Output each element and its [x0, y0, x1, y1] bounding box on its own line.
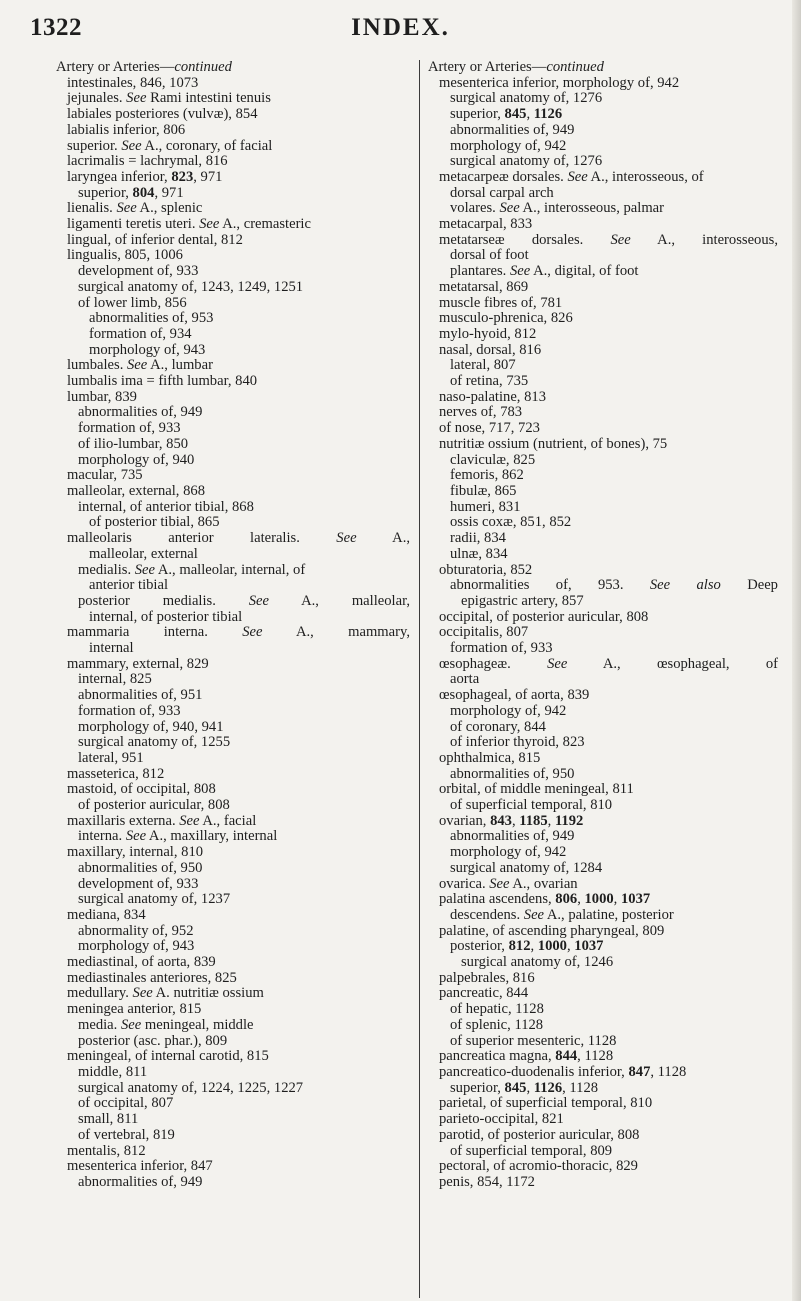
index-entry: meningeal, of internal carotid, 815: [67, 1048, 269, 1065]
index-entry: lateral, 951: [78, 749, 144, 766]
index-entry: internal, of anterior tibial, 868: [78, 498, 254, 515]
index-entry: morphology of, 940: [78, 451, 195, 468]
index-entry: Artery or Arteries—continued: [428, 59, 604, 75]
index-entry: malleolar, external: [89, 545, 198, 562]
index-entry: surgical anatomy of, 1255: [78, 734, 231, 751]
index-entry: pancreatica magna, 844, 1128: [439, 1048, 614, 1065]
index-entry: occipitalis, 807: [439, 624, 529, 641]
index-entry: surgical anatomy of, 1276: [450, 90, 603, 107]
index-entry: naso-palatine, 813: [439, 388, 546, 405]
index-entry: maxillary, internal, 810: [67, 844, 204, 861]
index-entry: mammary, external, 829: [67, 655, 209, 672]
index-entry: aorta: [450, 671, 480, 688]
index-entry: morphology of, 943: [89, 341, 206, 358]
index-entry: mastoid, of occipital, 808: [67, 781, 216, 798]
index-entry: posterior, 812, 1000, 1037: [450, 938, 604, 955]
column-divider: [419, 60, 420, 1298]
index-entry: ovarian, 843, 1185, 1192: [439, 812, 584, 829]
index-entry: metatarsal, 869: [439, 278, 529, 295]
index-entry: pancreatic, 844: [439, 985, 529, 1002]
index-entry: abnormalities of, 949: [78, 1173, 203, 1190]
index-entry: labiales posteriores (vulvæ), 854: [67, 106, 258, 123]
index-entry: of ilio-lumbar, 850: [78, 435, 189, 452]
index-entry: small, 811: [78, 1111, 139, 1128]
index-entry: mammaria interna. See A., mammary,: [67, 624, 410, 641]
index-entry: medialis. See A., malleolar, internal, of: [78, 561, 306, 578]
index-entry: abnormalities of, 953: [89, 310, 214, 327]
index-entry: meningea anterior, 815: [67, 1001, 202, 1018]
index-entry: ophthalmica, 815: [439, 749, 541, 766]
index-entry: ligamenti teretis uteri. See A., cremasteric: [67, 216, 311, 233]
index-entry: interna. See A., maxillary, internal: [78, 828, 278, 845]
index-entry: palpebrales, 816: [439, 969, 535, 986]
running-head: INDEX.: [351, 14, 450, 41]
index-entry: occipital, of posterior auricular, 808: [439, 608, 649, 625]
index-entry: ovarica. See A., ovarian: [439, 875, 578, 892]
index-entry: morphology of, 942: [450, 137, 567, 154]
index-entry: obturatoria, 852: [439, 561, 533, 578]
index-entry: mediastinales anteriores, 825: [67, 969, 237, 986]
index-entry: penis, 854, 1172: [439, 1173, 535, 1190]
index-entry: jejunales. See Rami intestini tenuis: [67, 90, 271, 107]
index-entry: of posterior auricular, 808: [78, 797, 230, 814]
index-entry: formation of, 933: [78, 702, 181, 719]
index-entry: nerves of, 783: [439, 404, 523, 421]
index-entry: mediana, 834: [67, 906, 146, 923]
index-entry: of nose, 717, 723: [439, 420, 540, 437]
index-entry: lienalis. See A., splenic: [67, 200, 203, 217]
index-entry: pancreatico-duodenalis inferior, 847, 1128: [439, 1064, 687, 1080]
index-entry: Artery or Arteries—continued: [56, 59, 232, 75]
index-entry: internal, 825: [78, 671, 152, 688]
index-column-right: [428, 60, 778, 1191]
index-entry: posterior medialis. See A., malleolar,: [78, 592, 410, 609]
index-entry: muscle fibres of, 781: [439, 294, 563, 311]
index-entry: nutritiæ ossium (nutrient, of bones), 75: [439, 435, 668, 452]
index-entry: internal: [89, 640, 134, 657]
index-entry: abnormalities of, 953. See also Deep: [450, 577, 778, 594]
index-entry: maxillaris externa. See A., facial: [67, 812, 257, 829]
index-entry: lingualis, 805, 1006: [67, 247, 183, 264]
index-entry: metacarpeæ dorsales. See A., interosseous, of: [439, 168, 704, 185]
index-entry: œsophageæ. See A., œsophageal, of: [439, 655, 778, 672]
page-edge-shadow: [792, 0, 801, 1301]
index-entry: laryngea inferior, 823, 971: [67, 168, 223, 185]
index-entry: superior, 804, 971: [78, 184, 184, 201]
index-entry: palatina ascendens, 806, 1000, 1037: [439, 891, 651, 908]
index-entry: morphology of, 940, 941: [78, 718, 224, 735]
index-entry: parietal, of superficial temporal, 810: [439, 1095, 653, 1112]
index-entry: macular, 735: [67, 467, 143, 484]
index-entry: abnormalities of, 950: [450, 765, 575, 782]
index-entry: orbital, of middle meningeal, 811: [439, 781, 634, 798]
index-entry: abnormalities of, 949: [78, 404, 203, 421]
index-entry: surgical anatomy of, 1284: [450, 859, 603, 876]
index-entry: lumbar, 839: [67, 388, 137, 405]
index-entry: abnormalities of, 949: [450, 121, 575, 138]
index-entry: morphology of, 942: [450, 844, 567, 861]
index-entry: mesenterica inferior, 847: [67, 1158, 213, 1175]
index-entry: anterior tibial: [89, 577, 169, 594]
index-entry: surgical anatomy of, 1237: [78, 891, 231, 908]
index-entry: pectoral, of acromio-thoracic, 829: [439, 1158, 638, 1175]
index-entry: of lower limb, 856: [78, 294, 187, 311]
index-entry: of hepatic, 1128: [450, 1001, 544, 1018]
index-entry: of inferior thyroid, 823: [450, 734, 585, 751]
index-entry: surgical anatomy of, 1246: [461, 954, 614, 971]
index-entry: of superficial temporal, 809: [450, 1142, 613, 1159]
index-entry: dorsal carpal arch: [450, 184, 554, 201]
index-entry: of retina, 735: [450, 373, 529, 390]
index-entry: parieto-occipital, 821: [439, 1111, 564, 1128]
index-entry: of superficial temporal, 810: [450, 797, 613, 814]
index-entry: ulnæ, 834: [450, 545, 508, 562]
index-entry: development of, 933: [78, 875, 199, 892]
index-entry: abnormalities of, 950: [78, 859, 203, 876]
index-entry: morphology of, 942: [450, 702, 567, 719]
index-entry: masseterica, 812: [67, 765, 165, 782]
index-entry: lumbales. See A., lumbar: [67, 357, 213, 374]
index-entry: posterior (asc. phar.), 809: [78, 1032, 228, 1049]
index-entry: of superior mesenteric, 1128: [450, 1032, 617, 1049]
page-number: 1322: [30, 14, 82, 41]
index-entry: lingual, of inferior dental, 812: [67, 231, 243, 248]
index-column-left: [56, 60, 410, 1191]
index-entry: surgical anatomy of, 1224, 1225, 1227: [78, 1079, 304, 1096]
index-entry: lacrimalis = lachrymal, 816: [67, 153, 228, 170]
index-entry: ossis coxæ, 851, 852: [450, 514, 572, 531]
index-entry: fibulæ, 865: [450, 482, 517, 499]
index-entry: plantares. See A., digital, of foot: [450, 263, 639, 280]
index-entry: formation of, 933: [78, 420, 181, 437]
index-entry: parotid, of posterior auricular, 808: [439, 1126, 640, 1143]
index-entry: metatarseæ dorsales. See A., interosseous,: [439, 231, 778, 248]
index-entry: medullary. See A. nutritiæ ossium: [67, 985, 264, 1002]
index-entry: superior, 845, 1126, 1128: [450, 1079, 599, 1096]
index-entry: mentalis, 812: [67, 1142, 146, 1159]
index-entry: œsophageal, of aorta, 839: [439, 687, 590, 704]
index-entry: labialis inferior, 806: [67, 121, 186, 138]
index-entry: descendens. See A., palatine, posterior: [450, 906, 674, 923]
index-entry: mylo-hyoid, 812: [439, 325, 537, 342]
index-entry: musculo-phrenica, 826: [439, 310, 573, 327]
index-entry: mediastinal, of aorta, 839: [67, 954, 216, 971]
index-entry: nasal, dorsal, 816: [439, 341, 542, 358]
index-entry: malleolar, external, 868: [67, 482, 205, 499]
index-entry: of occipital, 807: [78, 1095, 174, 1112]
index-entry: of vertebral, 819: [78, 1126, 175, 1143]
index-entry: epigastric artery, 857: [461, 592, 584, 609]
index-entry: of posterior tibial, 865: [89, 514, 220, 531]
index-entry: abnormality of, 952: [78, 922, 194, 939]
index-entry: femoris, 862: [450, 467, 524, 484]
index-entry: metacarpal, 833: [439, 216, 533, 233]
index-entry: volares. See A., interosseous, palmar: [450, 200, 665, 217]
index-entry: internal, of posterior tibial: [89, 608, 243, 625]
index-entry: lateral, 807: [450, 357, 516, 374]
index-entry: mesenterica inferior, morphology of, 942: [439, 74, 680, 91]
index-entry: abnormalities of, 951: [78, 687, 203, 704]
index-entry: of coronary, 844: [450, 718, 546, 735]
index-entry: palatine, of ascending pharyngeal, 809: [439, 922, 665, 939]
index-entry: middle, 811: [78, 1064, 148, 1080]
index-entry: formation of, 934: [89, 325, 192, 342]
index-entry: superior, 845, 1126: [450, 106, 563, 123]
page-header: [0, 14, 801, 50]
index-entry: dorsal of foot: [450, 247, 529, 264]
index-entry: morphology of, 943: [78, 938, 195, 955]
index-entry: surgical anatomy of, 1276: [450, 153, 603, 170]
index-entry: abnormalities of, 949: [450, 828, 575, 845]
index-entry: radii, 834: [450, 530, 506, 547]
index-entry: claviculæ, 825: [450, 451, 536, 468]
index-entry: development of, 933: [78, 263, 199, 280]
index-entry: malleolaris anterior lateralis. See A.,: [67, 530, 411, 547]
index-entry: intestinales, 846, 1073: [67, 74, 199, 91]
index-entry: lumbalis ima = fifth lumbar, 840: [67, 373, 258, 390]
index-entry: surgical anatomy of, 1243, 1249, 1251: [78, 278, 304, 295]
index-entry: humeri, 831: [450, 498, 521, 515]
index-entry: formation of, 933: [450, 640, 553, 657]
index-entry: media. See meningeal, middle: [78, 1016, 254, 1033]
index-entry: superior. See A., coronary, of facial: [67, 137, 273, 154]
index-entry: of splenic, 1128: [450, 1016, 544, 1033]
